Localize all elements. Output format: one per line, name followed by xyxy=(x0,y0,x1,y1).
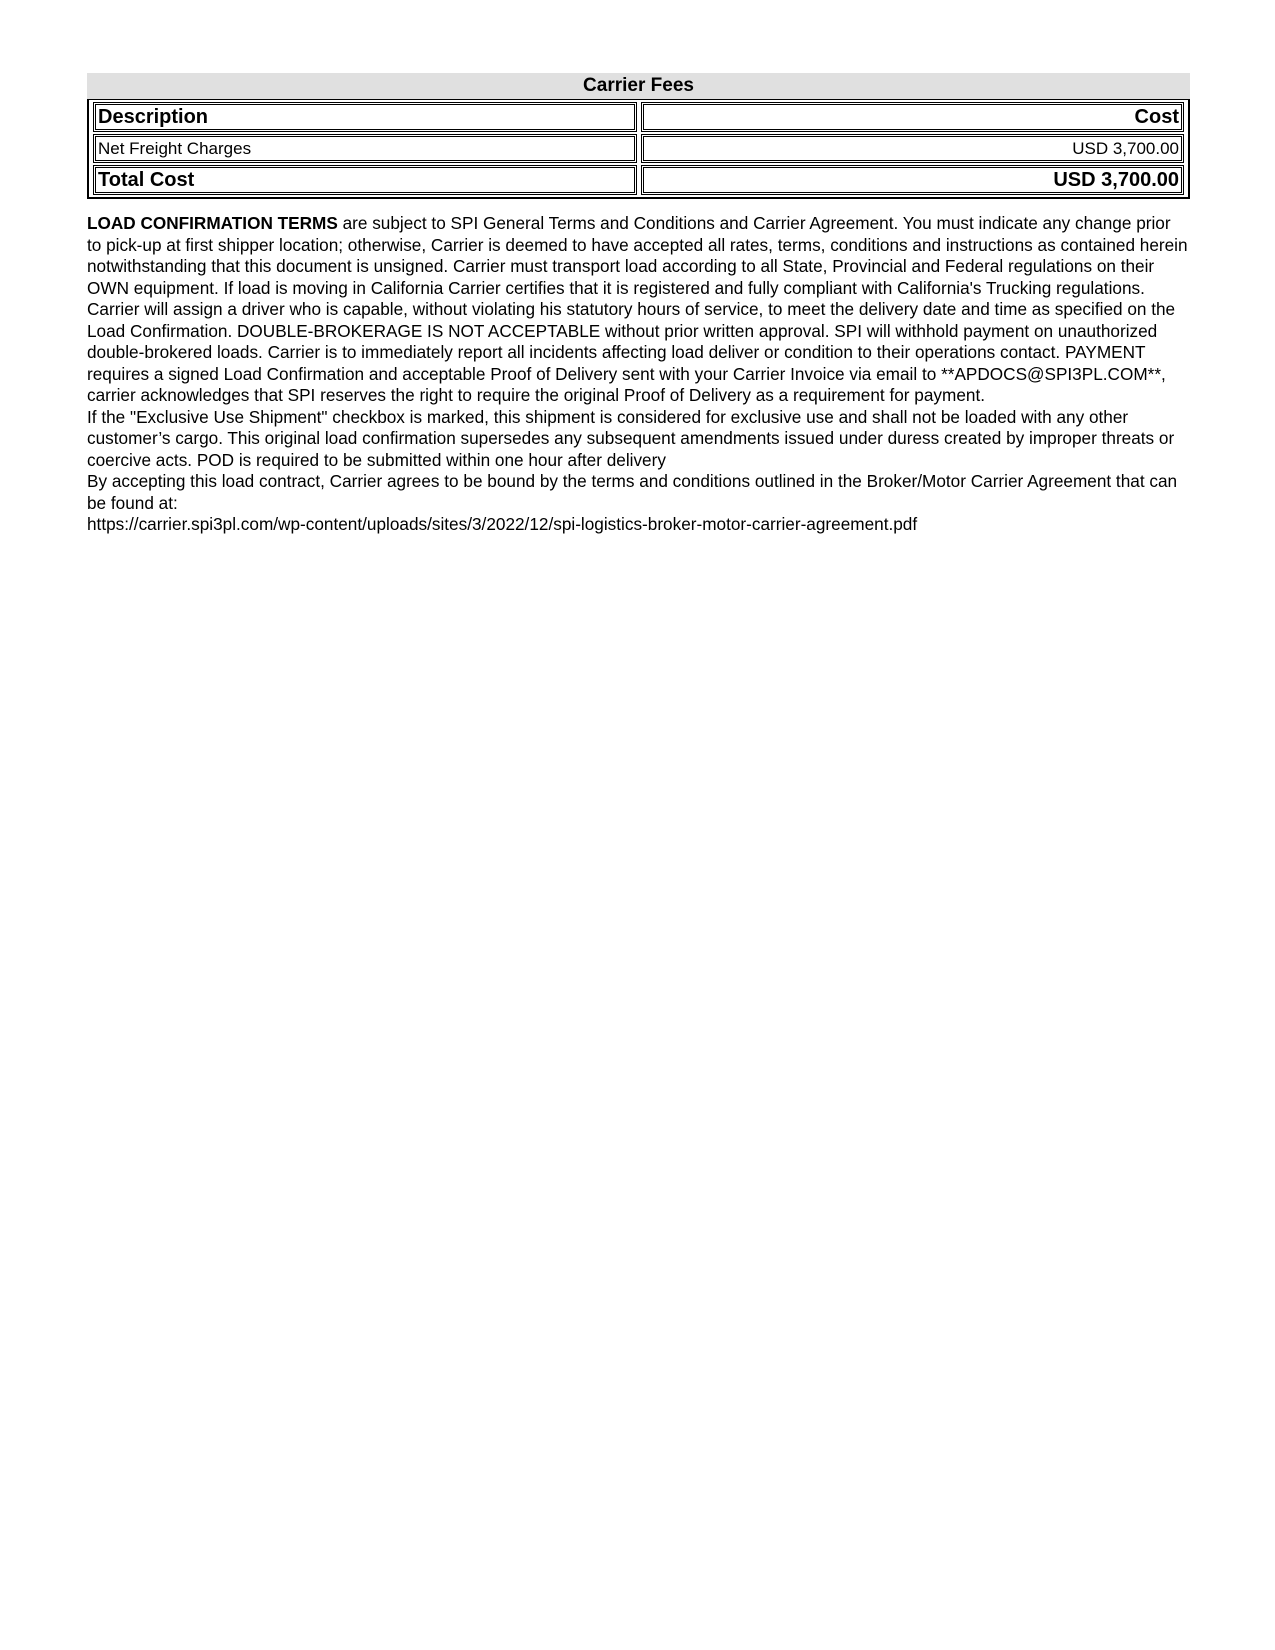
column-header-description: Description xyxy=(93,102,637,132)
agreement-url: https://carrier.spi3pl.com/wp-content/uploads/sites/3/2022/12/spi-logistics-broker-motor-carrier-agreement.pdf xyxy=(87,514,918,534)
table-header-row xyxy=(93,102,1184,132)
load-confirmation-terms xyxy=(87,213,1190,536)
carrier-fees-table-frame xyxy=(87,99,1190,199)
terms-paragraph-2: If the "Exclusive Use Shipment" checkbox is marked, this shipment is considered for exclusive use and shall not be loaded with any other customer’s cargo. This original load confirmation supersedes any subsequent amendments issued under duress created by improper threats or coercive acts. POD is required to be submitted within one hour after delivery xyxy=(87,406,1175,470)
terms-paragraph-3: By accepting this load contract, Carrier agrees to be bound by the terms and conditions outlined in the Broker/Motor Carrier Agreement that can be found at: xyxy=(87,471,1178,513)
row-cost: USD 3,700.00 xyxy=(641,134,1185,163)
total-value: USD 3,700.00 xyxy=(641,165,1185,195)
total-label: Total Cost xyxy=(93,165,637,195)
table-row xyxy=(93,134,1184,163)
terms-body: are subject to SPI General Terms and Conditions and Carrier Agreement. You must indicate any change prior to pick-up at first shipper location; otherwise, Carrier is deemed to have accepted all rates, terms, conditions and instructions as contained herein notwithstanding that this document is unsigned. Carrier must transport load according to all State, Provincial and Federal regulations on their OWN equipment. If load is moving in California Carrier certifies that it is registered and fully compliant with California's Trucking regulations. Carrier will assign a driver who is capable, without violating his statutory hours of service, to meet the delivery date and time as specified on the Load Confirmation. DOUBLE-BROKERAGE IS NOT ACCEPTABLE without prior written approval. SPI will withhold payment on unauthorized double-brokered loads. Carrier is to immediately report all incidents affecting load deliver or condition to their operations contact. PAYMENT requires a signed Load Confirmation and acceptable Proof of Delivery sent with your Carrier Invoice via email to **APDOCS@SPI3PL.COM**, carrier acknowledges that SPI reserves the right to require the original Proof of Delivery as a requirement for payment. xyxy=(87,213,1188,405)
terms-paragraph-1 xyxy=(87,213,1188,407)
carrier-fees-table xyxy=(89,100,1188,197)
column-header-cost: Cost xyxy=(641,102,1185,132)
terms-heading: LOAD CONFIRMATION TERMS xyxy=(87,213,338,233)
document-page xyxy=(87,73,1190,536)
total-row xyxy=(93,165,1184,195)
row-description: Net Freight Charges xyxy=(93,134,637,163)
carrier-fees-title: Carrier Fees xyxy=(87,73,1190,99)
